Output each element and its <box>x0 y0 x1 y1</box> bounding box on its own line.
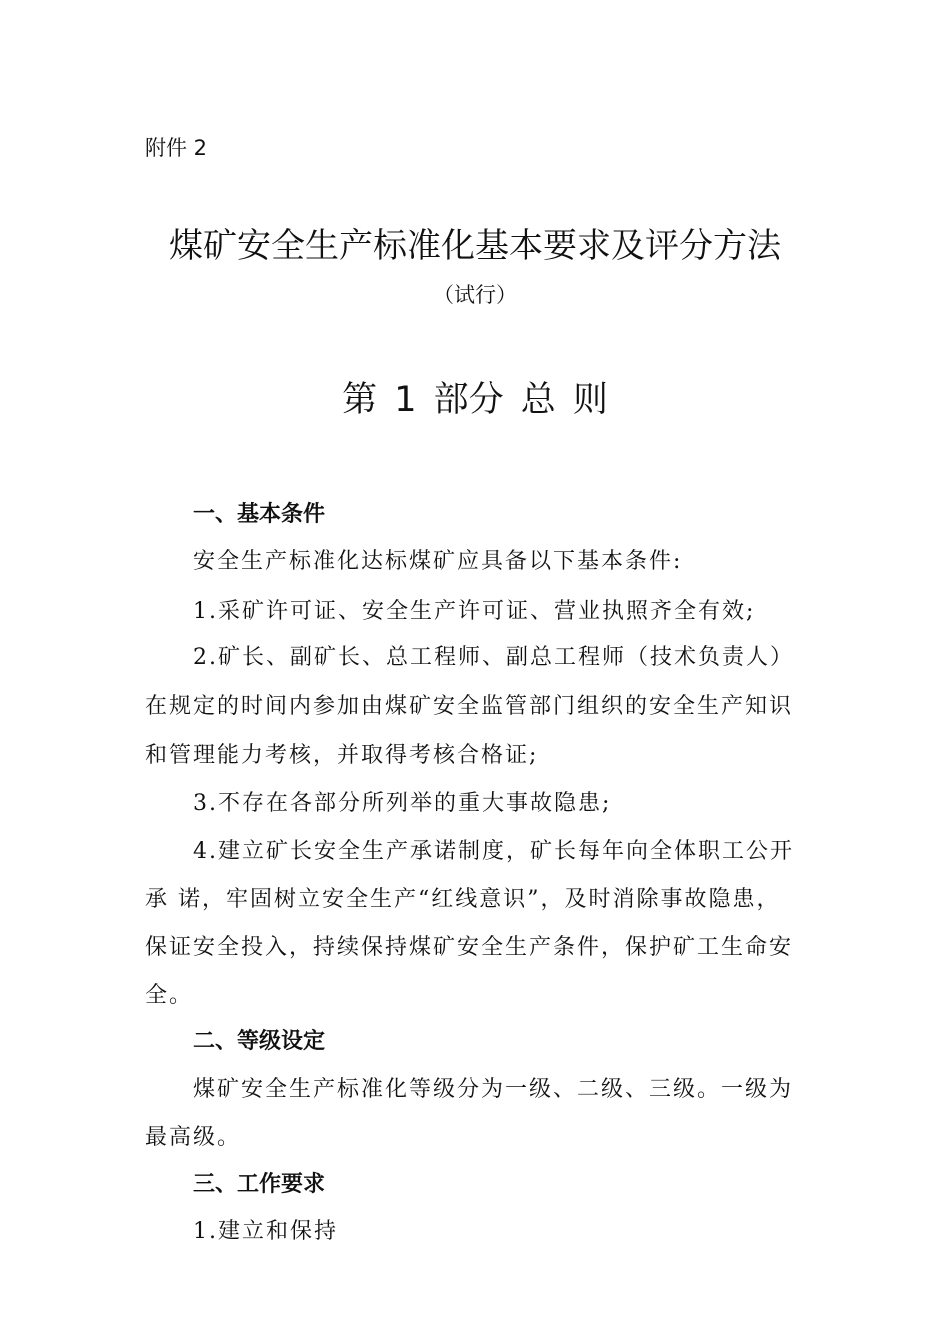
section1-item2-line3: 和管理能力考核，并取得考核合格证; <box>145 743 539 768</box>
section1-item2-line2: 在规定的时间内参加由煤矿安全监管部门组织的安全生产知识 <box>145 694 794 719</box>
section-heading-basic-conditions: 一、基本条件 <box>193 502 326 527</box>
annex-label: 附件 2 <box>145 136 208 160</box>
document-title: 煤矿安全生产标准化基本要求及评分方法 <box>169 226 781 266</box>
section-heading-work-requirements: 三、工作要求 <box>193 1172 326 1197</box>
section-heading-grade-setting: 二、等级设定 <box>193 1029 326 1054</box>
section1-item4-line1: 4.建立矿长安全生产承诺制度，矿长每年向全体职工公开 <box>193 839 794 864</box>
document-subtitle: （试行） <box>433 283 517 307</box>
section1-item2-line1: 2.矿长、副矿长、总工程师、副总工程师（技术负责人） <box>193 645 794 670</box>
section1-intro: 安全生产标准化达标煤矿应具备以下基本条件: <box>193 549 683 574</box>
section1-item1: 1.采矿许可证、安全生产许可证、营业执照齐全有效; <box>193 599 756 624</box>
part-title: 第 1 部分 总 则 <box>342 380 608 420</box>
section1-item4-line4: 全。 <box>145 983 194 1008</box>
section3-item1: 1.建立和保持 <box>193 1219 338 1244</box>
section1-item4-line3: 保证安全投入，持续保持煤矿安全生产条件，保护矿工生命安 <box>145 935 794 960</box>
section2-text-line1: 煤矿安全生产标准化等级分为一级、二级、三级。一级为 <box>193 1077 794 1102</box>
section1-item3: 3.不存在各部分所列举的重大事故隐患; <box>193 791 612 816</box>
section1-item4-line2: 承 诺，牢固树立安全生产“红线意识”，及时消除事故隐患， <box>145 887 781 912</box>
section2-text-line2: 最高级。 <box>145 1125 242 1150</box>
